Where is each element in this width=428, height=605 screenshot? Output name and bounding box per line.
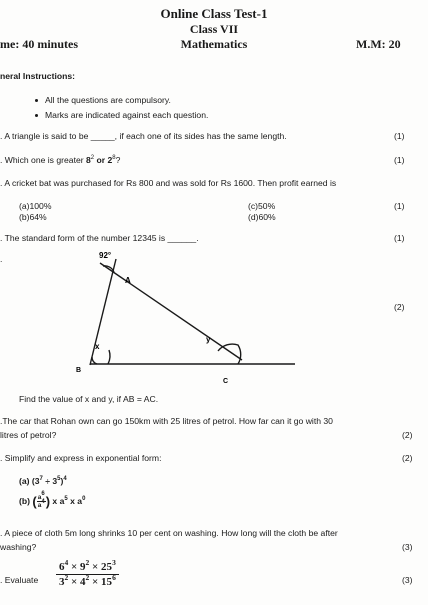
exponent: 4 bbox=[64, 558, 69, 567]
marks-q8: (3) bbox=[402, 542, 413, 552]
term: × 25 bbox=[89, 561, 113, 573]
question-text: Which one is greater bbox=[4, 155, 86, 165]
evaluate-fraction bbox=[56, 558, 119, 588]
option-a: (a)100% bbox=[19, 201, 52, 211]
angle-arc-x bbox=[92, 357, 97, 364]
marks-q7: (2) bbox=[402, 453, 413, 463]
exponent: 6 bbox=[112, 573, 116, 582]
instruction-item: Marks are indicated against each question. bbox=[45, 110, 209, 120]
instructions-heading: neral Instructions: bbox=[0, 71, 75, 81]
question-6-line2: litres of petrol? bbox=[0, 430, 57, 440]
instruction-item: All the questions are compulsory. bbox=[45, 95, 171, 105]
marks-q1: (1) bbox=[394, 131, 405, 141]
question-8 bbox=[0, 528, 338, 538]
exponent: 3 bbox=[112, 558, 116, 567]
option-b: (b)64% bbox=[19, 212, 47, 222]
exponent: 5 bbox=[57, 476, 61, 482]
question-7 bbox=[0, 453, 161, 463]
question-number: . bbox=[0, 528, 5, 538]
bullet-icon bbox=[35, 114, 38, 117]
fraction bbox=[37, 491, 46, 509]
question-text: The standard form of the number 12345 is ______. bbox=[4, 233, 199, 243]
question-text: A piece of cloth 5m long shrinks 10 per cent on washing. How long will the cloth be after bbox=[4, 528, 338, 538]
bullet-icon bbox=[35, 99, 38, 102]
exponent: 7 bbox=[39, 476, 43, 482]
exponent: 5 bbox=[64, 495, 68, 502]
marks-q4: (1) bbox=[394, 233, 405, 243]
question-number: . bbox=[0, 254, 3, 264]
expr-open: (3 bbox=[31, 476, 40, 486]
question-8-line2: washing? bbox=[0, 542, 37, 552]
exponent: 2 bbox=[85, 558, 90, 567]
term: 6 bbox=[59, 561, 65, 573]
marks-q5: (2) bbox=[394, 302, 405, 312]
question-number: . bbox=[0, 233, 5, 243]
frac-num-base: a bbox=[37, 494, 42, 501]
triangle-diagram bbox=[70, 250, 300, 385]
time-label: me: 40 minutes bbox=[0, 37, 78, 51]
label-y: y bbox=[206, 335, 211, 344]
option-d: (d)60% bbox=[248, 212, 276, 222]
label-b: B bbox=[76, 367, 82, 374]
term: × 4 bbox=[68, 576, 86, 588]
expr-mul: x a bbox=[67, 495, 83, 506]
part-label: (a) bbox=[19, 476, 32, 486]
exponent: 0 bbox=[82, 495, 86, 502]
question-7-part-a bbox=[19, 476, 67, 486]
term: 3 bbox=[59, 576, 65, 588]
exponent: 4 bbox=[41, 499, 45, 505]
question-text: The car that Rohan own can go 150km with 25 litres of petrol. How far can it go with 30 bbox=[2, 416, 333, 426]
question-number: . bbox=[0, 453, 5, 463]
question-3 bbox=[0, 178, 336, 188]
marks-q2: (1) bbox=[394, 155, 405, 165]
label-92: 92° bbox=[99, 251, 112, 260]
question-end: ? bbox=[115, 155, 121, 165]
question-label: Evaluate bbox=[4, 575, 39, 585]
marks-q6: (2) bbox=[402, 430, 413, 440]
line-ac bbox=[100, 263, 242, 360]
question-number: . bbox=[0, 416, 3, 426]
power-base: 2 bbox=[107, 155, 113, 165]
question-number: . bbox=[0, 155, 5, 165]
or-word: or bbox=[94, 155, 108, 165]
subject-label: Mathematics bbox=[180, 37, 248, 51]
label-x: x bbox=[95, 342, 100, 351]
part-label: (b) bbox=[19, 495, 33, 506]
question-5-text: Find the value of x and y, if AB = AC. bbox=[19, 394, 159, 404]
label-c: C bbox=[223, 378, 229, 385]
expr-div: ÷ 3 bbox=[42, 476, 58, 486]
question-2 bbox=[0, 155, 120, 165]
max-marks: M.M: 20 bbox=[356, 37, 401, 51]
power-exponent: 8 bbox=[112, 155, 116, 161]
term: × 15 bbox=[89, 576, 113, 588]
expr-mul: x a bbox=[50, 495, 65, 506]
angle-arc-b bbox=[108, 350, 110, 364]
line-ab bbox=[90, 259, 116, 365]
question-number: . bbox=[0, 178, 5, 188]
question-text: A triangle is said to be _____, if each one of its sides has the same length. bbox=[4, 131, 287, 141]
marks-q9: (3) bbox=[402, 575, 413, 585]
question-6 bbox=[0, 416, 333, 426]
exponent: 2 bbox=[85, 573, 90, 582]
power-base: 8 bbox=[85, 155, 91, 165]
question-1 bbox=[0, 131, 287, 141]
class-label: Class VII bbox=[189, 22, 239, 36]
fraction-denominator bbox=[56, 575, 119, 588]
power-exponent: 2 bbox=[90, 155, 95, 161]
exponent: 6 bbox=[41, 491, 45, 497]
question-number: . bbox=[0, 131, 5, 141]
label-a: A bbox=[125, 276, 131, 285]
question-text: Simplify and express in exponential form: bbox=[4, 453, 162, 463]
question-4 bbox=[0, 233, 199, 243]
frac-den-base: a bbox=[37, 502, 42, 509]
marks-q3: (1) bbox=[394, 201, 405, 211]
exponent: 2 bbox=[64, 573, 69, 582]
angle-arc-y bbox=[218, 344, 241, 364]
test-title: Online Class Test-1 bbox=[160, 6, 268, 21]
question-7-part-b: (b) ( $\frac{a^6}{a^4}$ ) x $a^5$ x $a^0$ bbox=[19, 491, 86, 509]
expr-close: ) bbox=[60, 476, 64, 486]
question-9 bbox=[0, 575, 38, 585]
question-number: . bbox=[0, 575, 5, 585]
option-c: (c)50% bbox=[248, 201, 276, 211]
question-text: A cricket bat was purchased for Rs 800 and was sold for Rs 1600. Then profit earned is bbox=[4, 178, 337, 188]
term: × 9 bbox=[68, 561, 86, 573]
exponent: 4 bbox=[63, 476, 67, 482]
